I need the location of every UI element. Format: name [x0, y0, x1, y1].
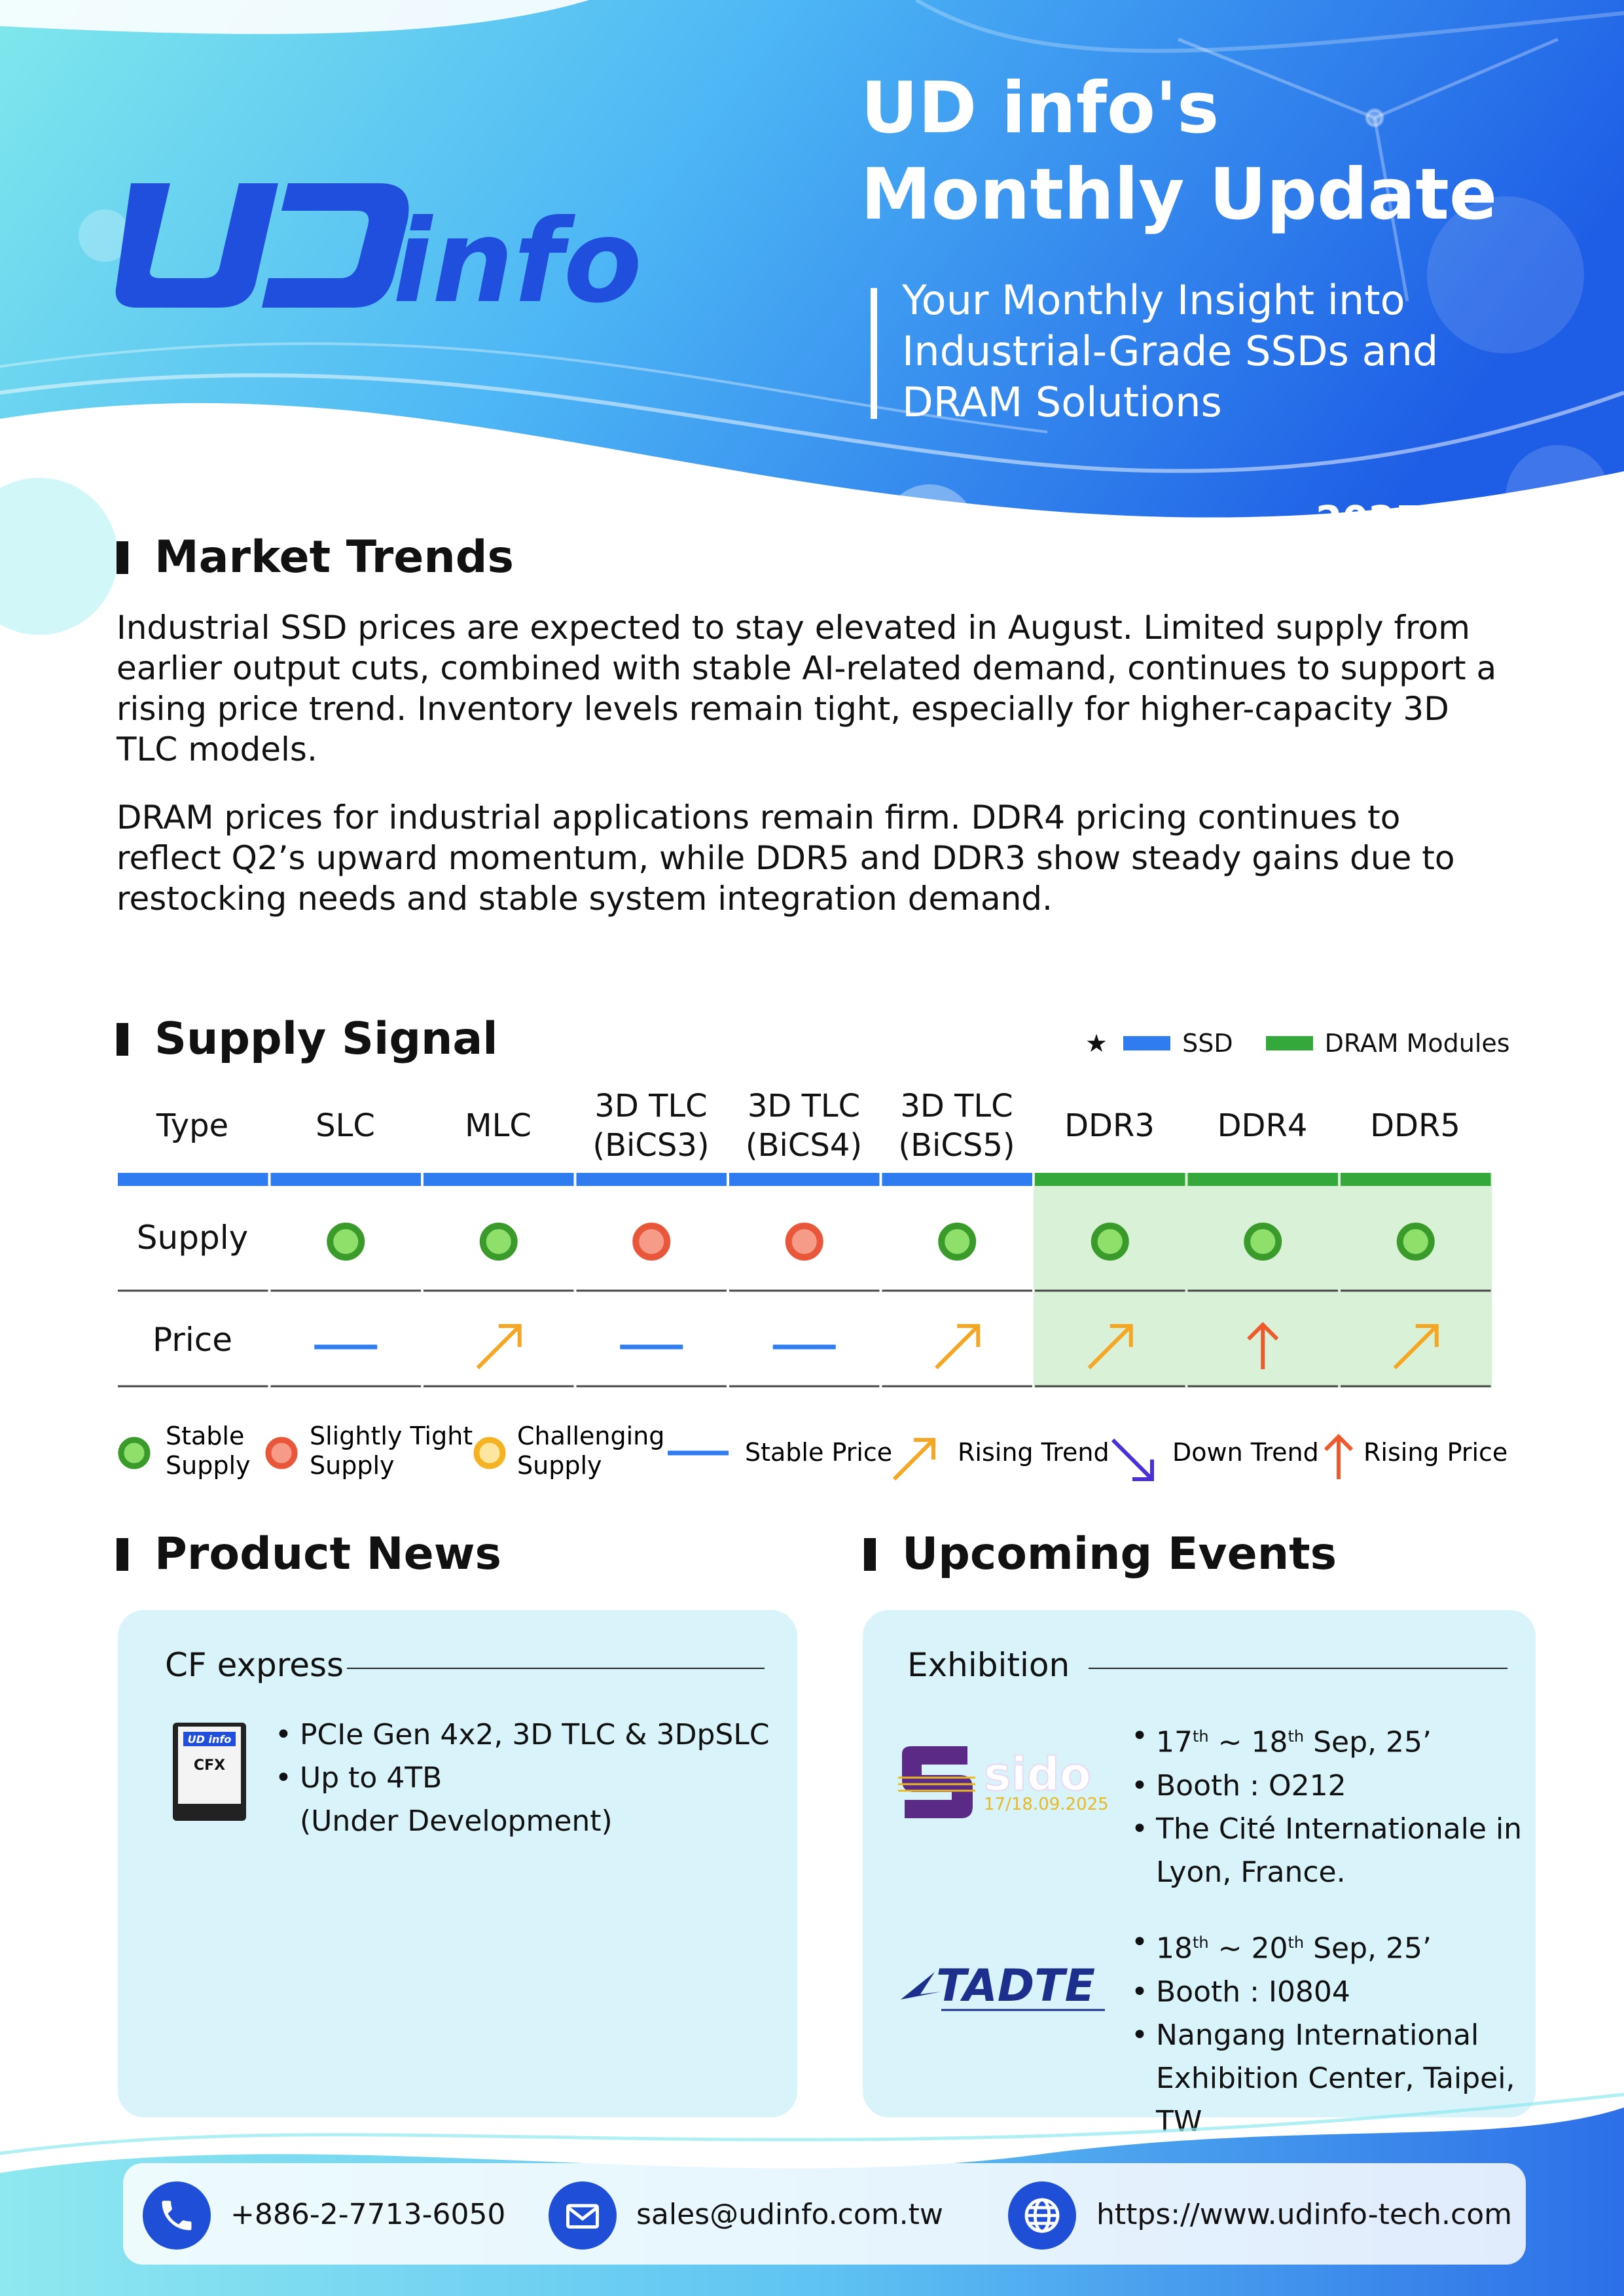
- phone-icon: [143, 2181, 211, 2250]
- row-label-supply: Supply: [136, 1219, 249, 1257]
- rising-trend-icon: [936, 1326, 978, 1368]
- stable-supply-icon: [1094, 1226, 1126, 1257]
- product-bullets: [275, 1713, 770, 1843]
- subtitle-line-1: Your Monthly Insight into: [902, 276, 1405, 324]
- column-header-ddr3: [1034, 1080, 1185, 1172]
- upcoming-events-card: [863, 1610, 1536, 2138]
- subtitle-accent-bar: [871, 288, 877, 419]
- ssd-legend-swatch: [1123, 1036, 1170, 1050]
- column-header-slc: [270, 1080, 422, 1172]
- newsletter-subtitle: [902, 275, 1557, 428]
- column-header-ddr5: [1339, 1080, 1491, 1172]
- column-header-line: DDR5: [1370, 1107, 1460, 1144]
- event-1-venue-cont: Lyon, France.: [1156, 1855, 1346, 1889]
- column-color-strip: [1341, 1173, 1491, 1186]
- column-header-mlc: [422, 1080, 574, 1172]
- column-header-line: 3D TLC: [747, 1088, 861, 1124]
- column-header-line: (BiCS4): [745, 1127, 863, 1164]
- newsletter-title: [861, 65, 1497, 238]
- rising-price-icon: [1326, 1437, 1352, 1479]
- issue-date: 2025. Aug.: [1316, 497, 1547, 542]
- product-bullet-interface: • PCIe Gen 4x2, 3D TLC & 3DpSLC: [275, 1713, 770, 1757]
- card-label-text: CFX: [193, 1757, 226, 1774]
- supply-signal-heading: [117, 1013, 498, 1065]
- slightly-tight-supply-icon: [268, 1440, 295, 1466]
- market-trends-heading: [117, 531, 514, 583]
- column-color-strip: [424, 1173, 574, 1186]
- heading-marker: [864, 1538, 876, 1571]
- slightly-tight-supply-icon: [789, 1226, 820, 1257]
- column-color-strip: [882, 1173, 1033, 1186]
- stable-supply-icon: [941, 1226, 973, 1257]
- slightly-tight-supply-icon: [636, 1226, 667, 1257]
- sido-logo-text: sido: [984, 1748, 1091, 1801]
- rising-trend-icon: [478, 1326, 520, 1368]
- email-icon: [549, 2181, 617, 2250]
- type-header-label: Type: [156, 1107, 229, 1144]
- globe-icon: [1008, 2181, 1076, 2250]
- column-header-type: [117, 1080, 268, 1172]
- legend-stable-price: Stable Price: [745, 1438, 893, 1467]
- column-header-line: SLC: [316, 1107, 375, 1144]
- upcoming-events-heading-text: Upcoming Events: [902, 1528, 1337, 1580]
- sido-logo-dates: 17/18.09.2025: [984, 1795, 1109, 1814]
- legend-stable-1: Stable: [166, 1422, 245, 1450]
- event-2-venue-cont: Exhibition Center, Taipei, TW: [1156, 2061, 1515, 2138]
- stable-supply-icon: [483, 1226, 514, 1257]
- product-news-heading-text: Product News: [154, 1528, 501, 1580]
- website-url[interactable]: https://www.udinfo-tech.com: [1096, 2198, 1513, 2231]
- heading-marker: [117, 1538, 128, 1571]
- supply-signal-heading-text: Supply Signal: [154, 1013, 498, 1065]
- stable-supply-icon: [121, 1440, 147, 1466]
- rising-trend-icon: [894, 1440, 933, 1479]
- column-color-strip: [1188, 1173, 1339, 1186]
- row-label-price: Price: [153, 1321, 232, 1359]
- column-color-strip: [729, 1173, 880, 1186]
- column-header-line: (BiCS5): [898, 1127, 1015, 1164]
- product-card-title: CF express: [165, 1646, 344, 1684]
- tadte-logo-text: TADTE: [936, 1960, 1096, 2012]
- product-bullet-status: (Under Development): [300, 1804, 613, 1838]
- market-trends-heading-text: Market Trends: [154, 531, 514, 583]
- stable-supply-icon: [1247, 1226, 1278, 1257]
- event-2-booth: • Booth : I0804: [1131, 1971, 1530, 2014]
- column-color-strip: [1035, 1173, 1185, 1186]
- divider-line: [347, 1668, 765, 1669]
- column-header-line: 3D TLC: [900, 1088, 1013, 1124]
- star-icon: ★: [1085, 1029, 1108, 1058]
- event-1-details: [1131, 1715, 1524, 1894]
- market-paragraph-dram: DRAM prices for industrial applications remain firm. DDR4 pricing continues to reflect Q2’s upward momentum, while DDR5 and DDR3 show steady gains due to restocking needs and stable system integration demand.: [117, 798, 1455, 918]
- dram-legend-label: DRAM Modules: [1324, 1029, 1510, 1058]
- category-legend: [1085, 1029, 1510, 1058]
- email-address[interactable]: sales@udinfo.com.tw: [636, 2198, 943, 2231]
- legend-rising-price: Rising Price: [1363, 1438, 1508, 1467]
- ssd-legend-label: SSD: [1182, 1029, 1233, 1058]
- legend-down-trend: Down Trend: [1172, 1438, 1319, 1467]
- event-1-date: • 17th ~ 18th Sep, 25’: [1131, 1715, 1524, 1765]
- stable-supply-icon: [1400, 1226, 1432, 1257]
- column-header-line: (BiCS3): [592, 1127, 710, 1164]
- down-trend-icon: [1113, 1440, 1152, 1479]
- legend-challenging-1: Challenging: [517, 1422, 665, 1450]
- ud-info-logo: [111, 170, 642, 329]
- symbol-legend: [117, 1407, 1508, 1480]
- logo-text: info: [393, 196, 642, 329]
- event-2-venue: • Nangang International: [1131, 2014, 1530, 2057]
- product-news-heading: [117, 1528, 501, 1580]
- challenging-supply-icon: [477, 1440, 503, 1466]
- stable-supply-icon: [330, 1226, 361, 1257]
- column-header-line: DDR4: [1217, 1107, 1308, 1144]
- column-header-line: MLC: [465, 1107, 532, 1144]
- title-line-1: UD info's: [861, 67, 1219, 149]
- title-line-2: Monthly Update: [861, 154, 1498, 236]
- event-2-date: • 18th ~ 20th Sep, 25’: [1131, 1921, 1530, 1971]
- phone-number[interactable]: +886-2-7713-6050: [230, 2198, 506, 2231]
- column-color-strip: [577, 1173, 727, 1186]
- column-header-3d-tlc-bics4: [728, 1080, 880, 1172]
- column-header-ddr4: [1187, 1080, 1339, 1172]
- product-bullet-capacity: • Up to 4TB: [275, 1757, 770, 1800]
- market-paragraph-ssd: Industrial SSD prices are expected to stay elevated in August. Limited supply from earlier output cuts, combined with stable AI-related demand, continues to support a rising price trend. Inventory levels remain tight, especially for higher-capacity 3D TLC models.: [117, 609, 1497, 768]
- event-1-venue: • The Cité Internationale in: [1131, 1808, 1524, 1851]
- cfexpress-card-image: [171, 1721, 250, 1826]
- dram-legend-swatch: [1266, 1036, 1313, 1050]
- divider-line: [1089, 1668, 1507, 1669]
- column-header-3d-tlc-bics5: [881, 1080, 1033, 1172]
- legend-stable-2: Supply: [166, 1451, 251, 1480]
- legend-tight-2: Supply: [310, 1451, 395, 1480]
- events-card-title: Exhibition: [907, 1646, 1070, 1684]
- subtitle-line-3: DRAM Solutions: [902, 378, 1222, 426]
- tadte-logo: [895, 1954, 1111, 2019]
- column-color-strip: [118, 1173, 268, 1186]
- column-header-line: DDR3: [1064, 1107, 1155, 1144]
- heading-marker: [117, 1023, 128, 1056]
- legend-tight-1: Slightly Tight: [310, 1422, 473, 1450]
- event-1-booth: • Booth : O212: [1131, 1765, 1524, 1808]
- heading-marker: [117, 541, 128, 574]
- legend-rising-trend: Rising Trend: [958, 1438, 1110, 1467]
- column-header-line: 3D TLC: [594, 1088, 708, 1124]
- upcoming-events-heading: [864, 1528, 1337, 1580]
- card-logo-text: UD info: [187, 1733, 232, 1746]
- column-header-3d-tlc-bics3: [575, 1080, 727, 1172]
- sido-logo: [895, 1741, 1111, 1826]
- product-news-card: [118, 1610, 797, 2117]
- subtitle-line-2: Industrial-Grade SSDs and: [902, 327, 1439, 375]
- column-color-strip: [271, 1173, 422, 1186]
- legend-challenging-2: Supply: [517, 1451, 602, 1480]
